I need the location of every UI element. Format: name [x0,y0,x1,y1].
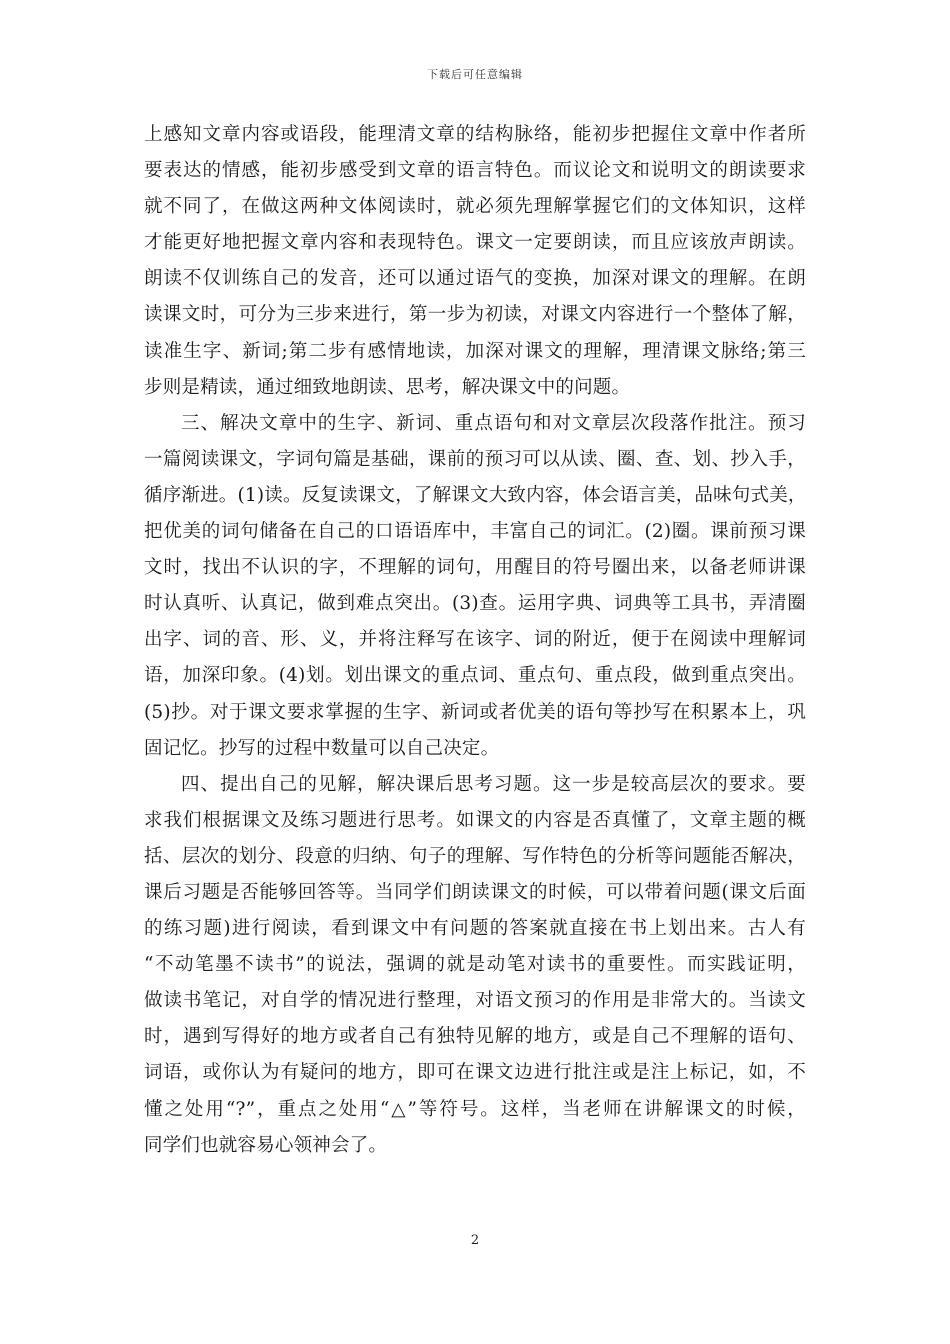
text-line: 循序渐进。(1)读。反复读课文，了解课文大致内容，体会语言美，品味句式美， [144,484,807,506]
paragraph-continued [144,117,806,406]
text-line: 才能更好地把握文章内容和表现特色。课文一定要朗读，而且应该放声朗读。 [144,232,806,254]
text-line: 步则是精读，通过细致地朗读、思考，解决课文中的问题。 [144,376,631,398]
text-line: 词语，或你认为有疑问的地方，即可在课文边进行批注或是注上标记，如，不 [144,1062,806,1084]
page-header: 下载后可任意编辑 [427,68,523,81]
text-line: 三、解决文章中的生字、新词、重点语句和对文章层次段落作批注。预习 [181,412,806,434]
document-body [144,117,806,1164]
text-line: 同学们也就容易心领神会了。 [144,1134,388,1156]
text-line: 读课文时，可分为三步来进行，第一步为初读，对课文内容进行一个整体了解， [144,304,806,326]
text-line: 懂之处用“?”，重点之处用“△”等符号。这样，当老师在讲解课文的时候， [144,1098,806,1120]
text-line: 的练习题)进行阅读，看到课文中有问题的答案就直接在书上划出来。古人有 [144,918,806,940]
paragraph-four [144,767,806,1164]
text-line: 语，加深印象。(4)划。划出课文的重点词、重点句、重点段，做到重点突出。 [144,665,806,687]
text-line: 时，遇到写得好的地方或者自己有独特见解的地方，或是自己不理解的语句、 [144,1026,806,1048]
text-line: 就不同了，在做这两种文体阅读时，就必须先理解掌握它们的文体知识，这样 [144,196,806,218]
text-line: 括、层次的划分、段意的归纳、句子的理解、写作特色的分析等问题能否解决， [144,845,806,867]
text-line: 固记忆。抄写的过程中数量可以自己决定。 [144,737,500,759]
paragraph-three [144,406,806,767]
text-line: 四、提出自己的见解，解决课后思考习题。这一步是较高层次的要求。要 [181,773,806,795]
text-line: 课后习题是否能够回答等。当同学们朗读课文的时候，可以带着问题(课文后面 [144,881,806,903]
text-line: 求我们根据课文及练习题进行思考。如课文的内容是否真懂了，文章主题的概 [144,809,806,831]
text-line: 要表达的情感，能初步感受到文章的语言特色。而议论文和说明文的朗读要求 [144,160,806,182]
text-line: 时认真听、认真记，做到难点突出。(3)查。运用字典、词典等工具书，弄清圈 [144,593,806,615]
text-line: 做读书笔记，对自学的情况进行整理，对语文预习的作用是非常大的。当读文 [144,990,806,1012]
text-line: 读准生字、新词;第二步有感情地读，加深对课文的理解，理清课文脉络;第三 [144,340,806,362]
text-line: 把优美的词句储备在自己的口语语库中，丰富自己的词汇。(2)圈。课前预习课 [144,521,806,543]
text-line: 一篇阅读课文，字词句篇是基础，课前的预习可以从读、圈、查、划、抄入手， [144,448,806,470]
page-number: 2 [470,1233,480,1248]
text-line: 上感知文章内容或语段，能理清文章的结构脉络，能初步把握住文章中作者所 [144,124,806,145]
text-line: 出字、词的音、形、义，并将注释写在该字、词的附近，便于在阅读中理解词 [144,629,806,651]
text-line: 朗读不仅训练自己的发音，还可以通过语气的变换，加深对课文的理解。在朗 [144,268,806,290]
text-line: 文时，找出不认识的字，不理解的词句，用醒目的符号圈出来，以备老师讲课 [144,557,806,579]
text-line: (5)抄。对于课文要求掌握的生字、新词或者优美的语句等抄写在积累本上，巩 [144,701,806,723]
text-line: “不动笔墨不读书”的说法，强调的就是动笔对读书的重要性。而实践证明， [144,954,806,976]
